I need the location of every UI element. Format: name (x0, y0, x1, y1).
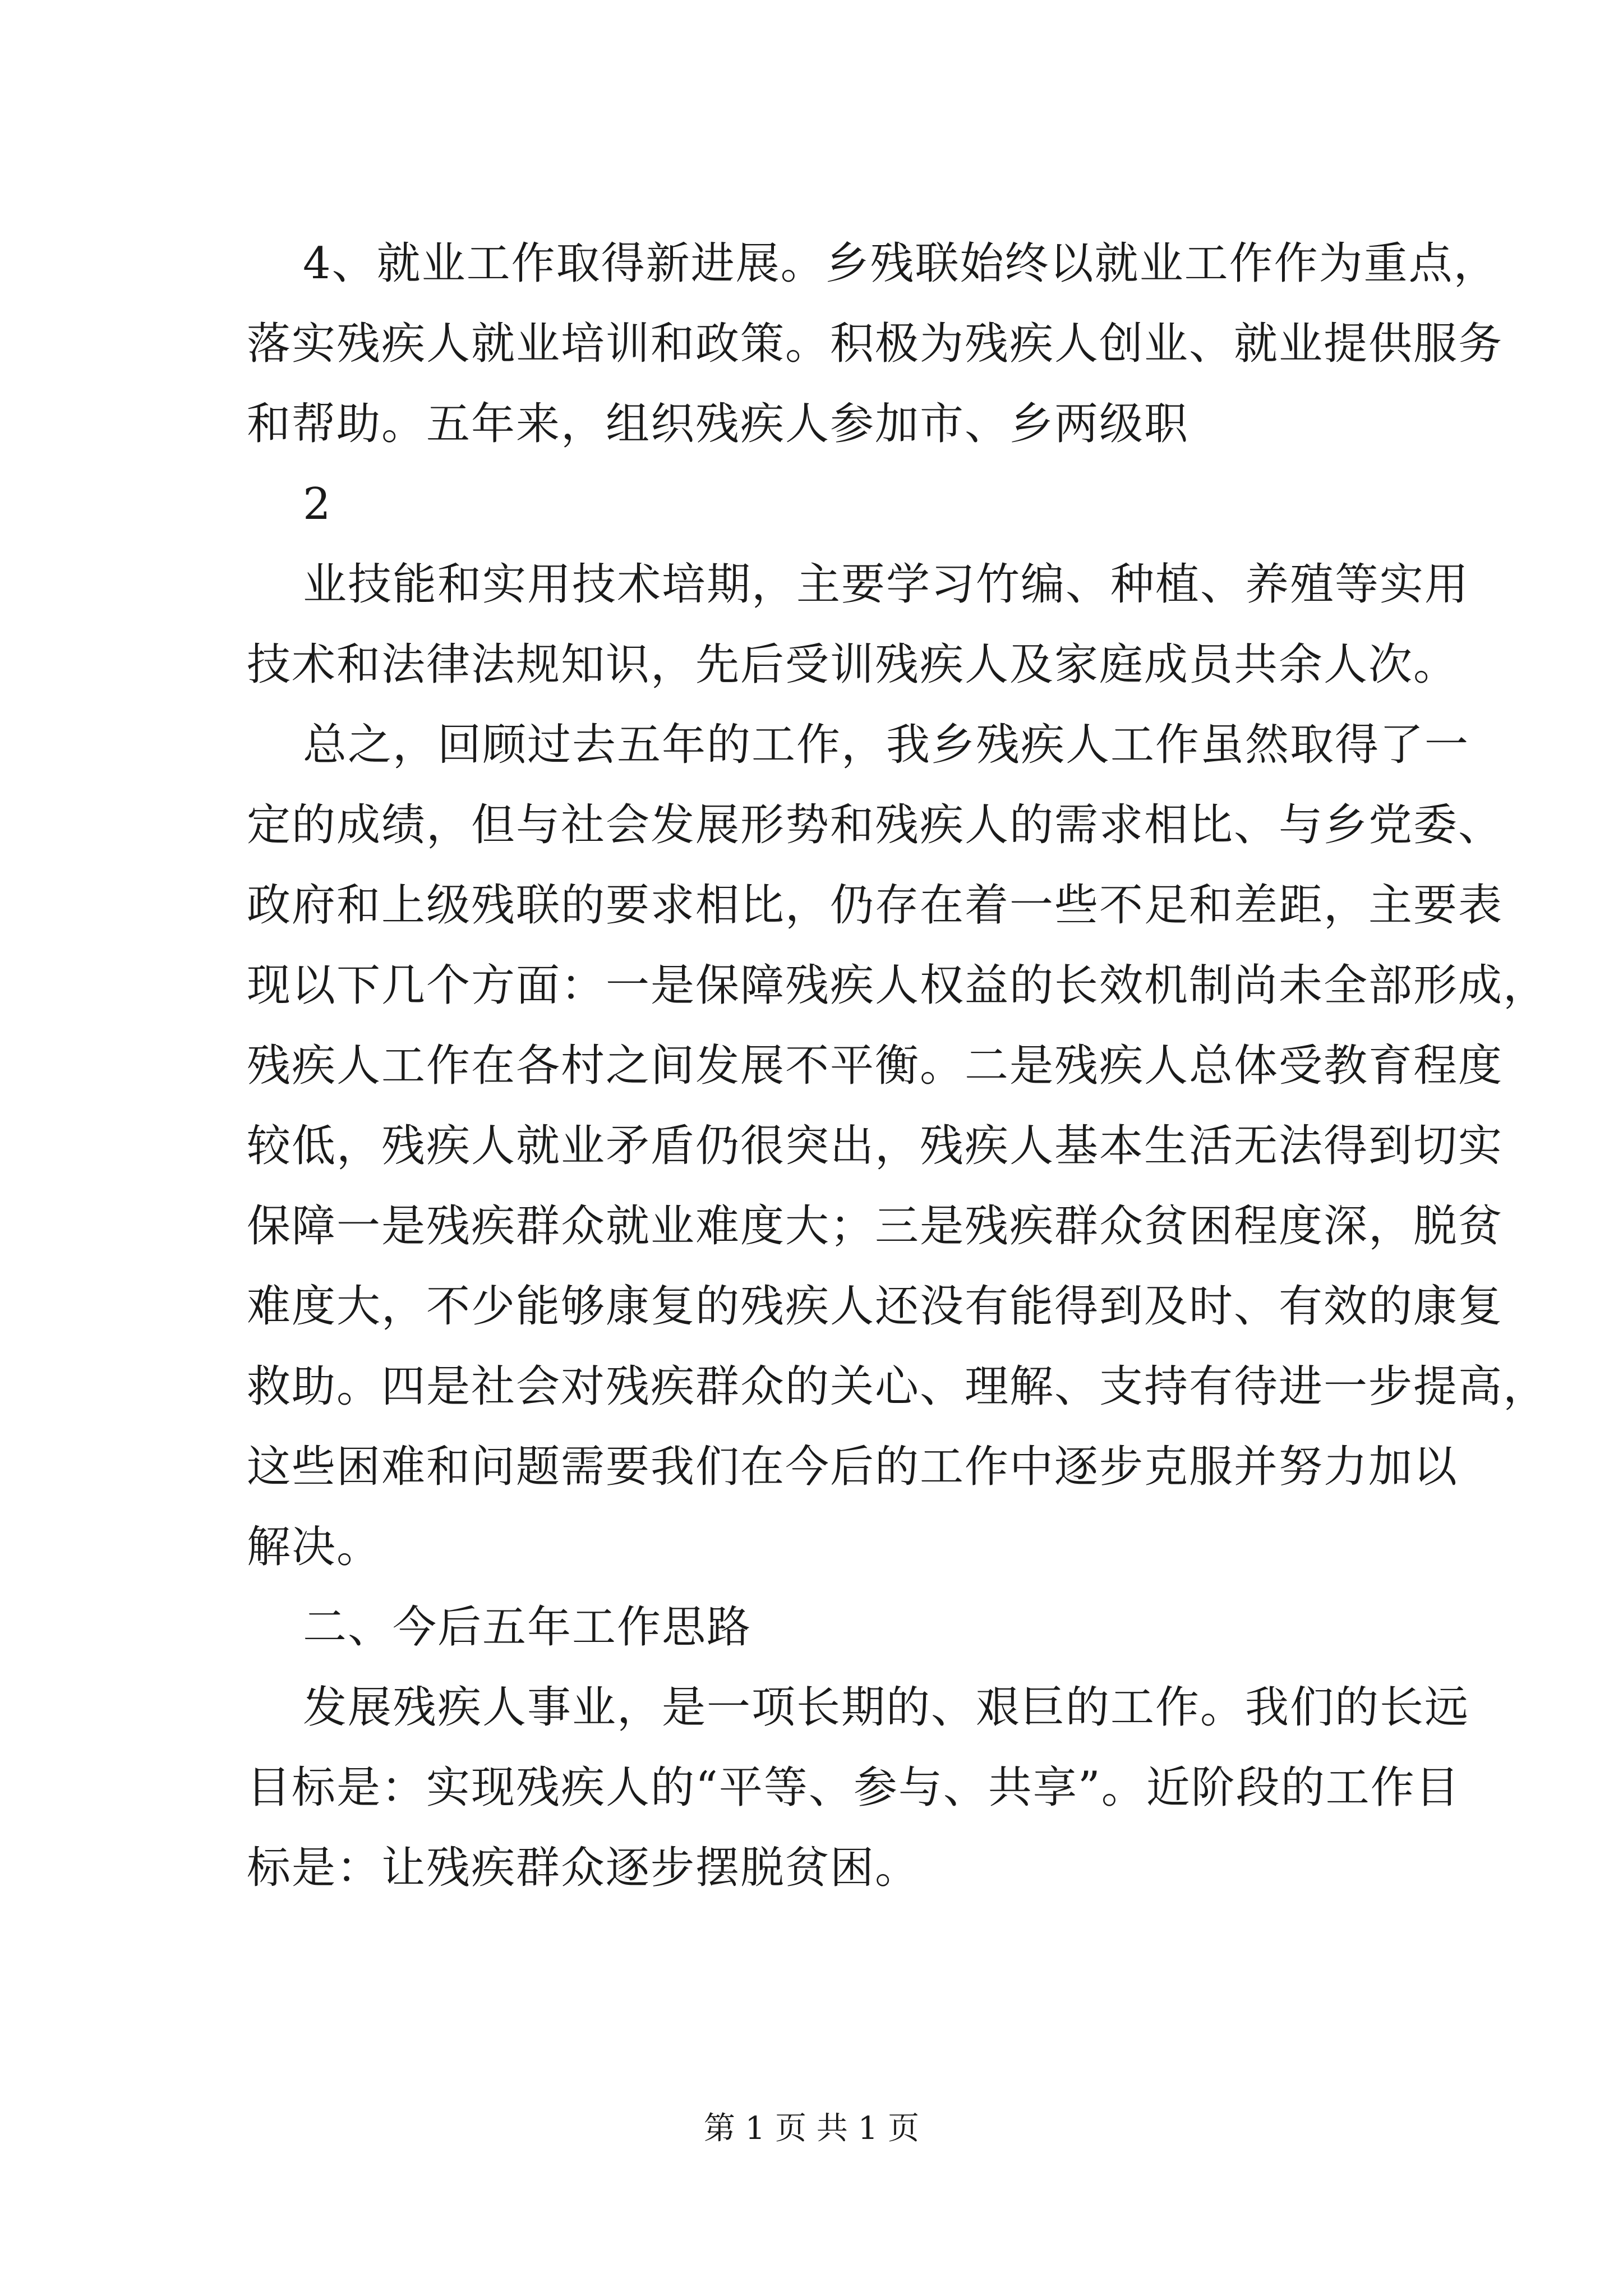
paragraph-line: 现以下几个方面：一是保障残疾人权益的长效机制尚未全部形成， (247, 960, 1548, 1011)
paragraph-line: 定的成绩，但与社会发展形势和残疾人的需求相比、与乡党委、 (247, 800, 1504, 850)
paragraph-line: 技术和法律法规知识，先后受训残疾人及家庭成员共余人次。 (247, 639, 1459, 690)
page-number-inline: 2 (303, 479, 332, 530)
paragraph-line: 业技能和实用技术培期，主要学习竹编、种植、养殖等实用 (303, 559, 1470, 610)
paragraph-line: 政府和上级残联的要求相比，仍存在着一些不足和差距，主要表 (247, 880, 1504, 931)
paragraph-line: 较低，残疾人就业矛盾仍很突出，残疾人基本生活无法得到切实 (247, 1121, 1504, 1171)
paragraph-line: 这些困难和问题需要我们在今后的工作中逐步克服并努力加以 (247, 1442, 1459, 1492)
page-footer: 第 1 页 共 1 页 (703, 2110, 920, 2147)
paragraph-line: 解决。 (247, 1522, 382, 1572)
paragraph-line: 总之，回顾过去五年的工作，我乡残疾人工作虽然取得了一 (303, 720, 1470, 770)
paragraph-line: 保障一是残疾群众就业难度大；三是残疾群众贫困程度深，脱贫 (247, 1201, 1504, 1251)
section-heading: 二、今后五年工作思路 (303, 1602, 752, 1653)
paragraph-line: 落实残疾人就业培训和政策。积极为残疾人创业、就业提供服务 (247, 319, 1504, 369)
paragraph-line: 标是：让残疾群众逐步摆脱贫困。 (247, 1843, 920, 1893)
paragraph-line: 和帮助。五年来，组织残疾人参加市、乡两级职 (247, 399, 1189, 449)
paragraph-line: 救助。四是社会对残疾群众的关心、理解、支持有待进一步提高， (247, 1361, 1548, 1412)
paragraph-line: 残疾人工作在各村之间发展不平衡。二是残疾人总体受教育程度 (247, 1041, 1504, 1091)
paragraph-line: 4、就业工作取得新进展。乡残联始终以就业工作作为重点， (303, 238, 1498, 289)
paragraph-line: 发展残疾人事业，是一项长期的、艰巨的工作。我们的长远 (303, 1682, 1470, 1733)
paragraph-line: 难度大，不少能够康复的残疾人还没有能得到及时、有效的康复 (247, 1281, 1504, 1332)
paragraph-line: 目标是：实现残疾人的“平等、参与、共享”。近阶段的工作目 (247, 1763, 1460, 1813)
